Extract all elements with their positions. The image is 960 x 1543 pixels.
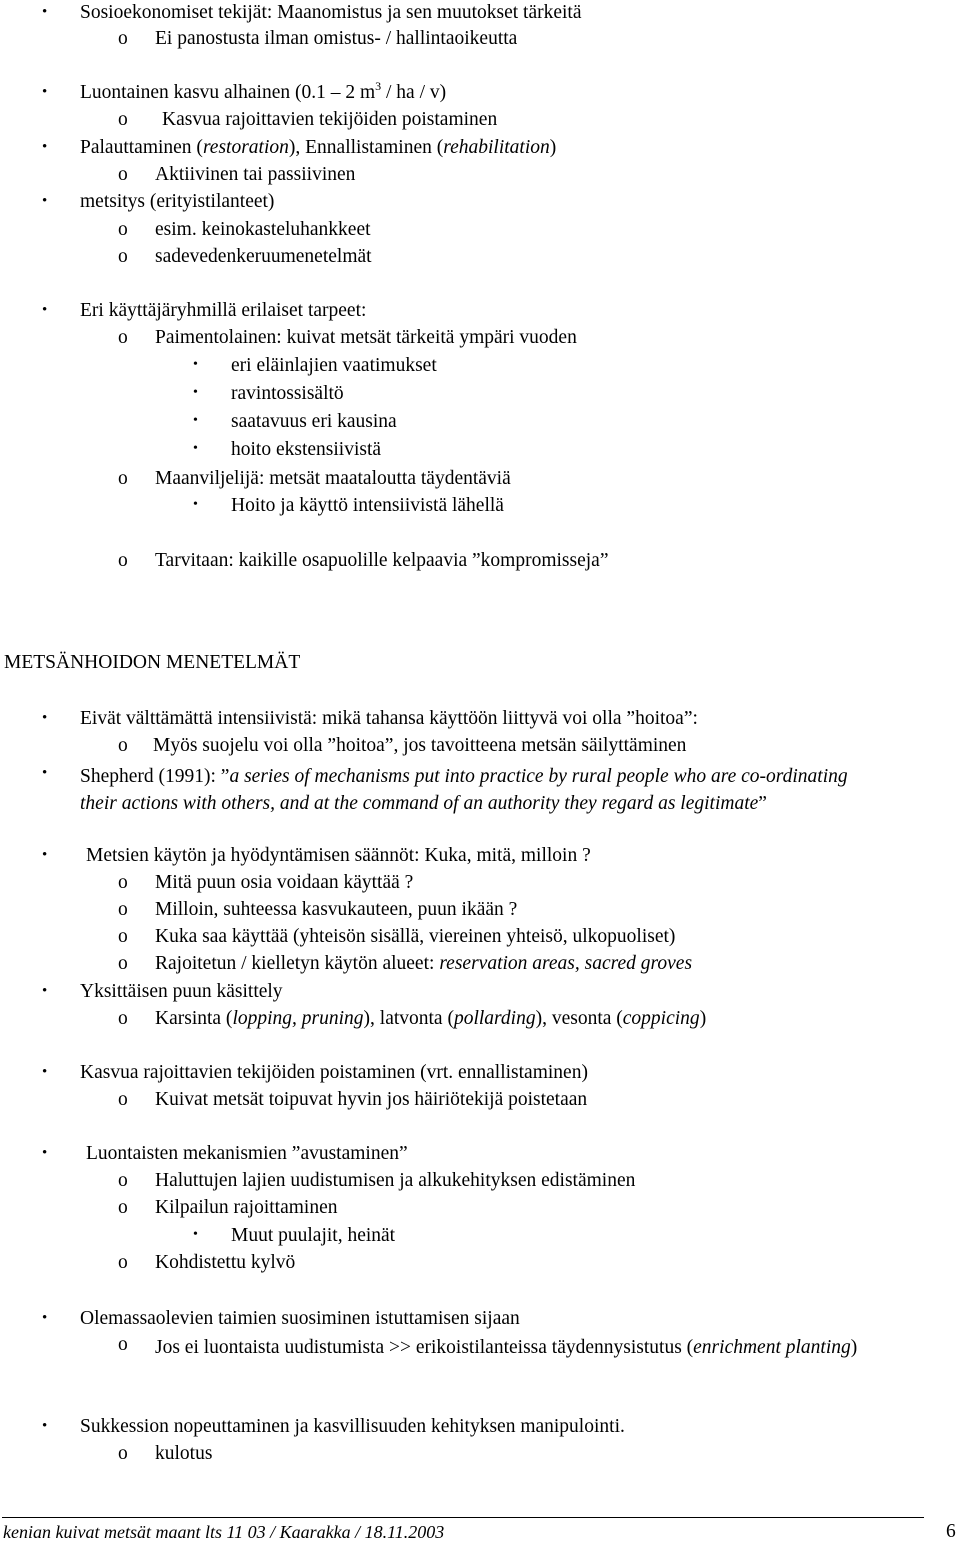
sub-marker: o [118,1334,128,1355]
sub-marker: o [118,109,128,130]
section-heading: METSÄNHOIDON MENETELMÄT [4,652,301,673]
bullet-marker: • [193,357,198,372]
list-item: Sukkession nopeuttaminen ja kasvillisuuden kehityksen manipulointi. [80,1416,625,1437]
sub-marker: o [118,468,128,489]
bullet-marker: • [42,1145,48,1161]
bullet-marker: • [42,193,48,209]
sub-marker: o [118,219,128,240]
bullet-marker: • [193,1227,198,1242]
sub-list-item: Milloin, suhteessa kasvukauteen, puun ikään ? [155,899,518,920]
list-item: Palauttaminen (restoration), Ennallistaminen (rehabilitation) [80,137,557,158]
sub-list-item: Kohdistettu kylvö [155,1252,296,1273]
list-item: Sosioekonomiset tekijät: Maanomistus ja sen muutokset tärkeitä [80,2,582,23]
bullet-marker: • [42,1064,48,1080]
sub-list-item: Kuivat metsät toipuvat hyvin jos häiriötekijä poistetaan [155,1089,588,1110]
bullet-marker: • [42,1418,48,1434]
list-item: Metsien käytön ja hyödyntämisen säännöt: Kuka, mitä, milloin ? [86,845,591,866]
sub-marker: o [118,1252,128,1273]
bullet-marker: • [193,497,198,512]
sub-list-item: Mitä puun osia voidaan käyttää ? [155,872,414,893]
sub-marker: o [118,550,128,571]
sub-list-item: Rajoitetun / kielletyn käytön alueet: reservation areas, sacred groves [155,953,693,974]
sub-sub-list-item: eri eläinlajien vaatimukset [231,355,437,376]
sub-list-item: sadevedenkeruumenetelmät [155,246,372,267]
sub-list-item: esim. keinokasteluhankkeet [155,219,371,240]
sub-marker: o [118,327,128,348]
sub-marker: o [118,735,128,756]
bullet-marker: • [193,413,198,428]
bullet-marker: • [42,139,48,155]
sub-list-item: Aktiivinen tai passiivinen [155,164,356,185]
sub-list-item: Karsinta (lopping, pruning), latvonta (pollarding), vesonta (coppicing) [155,1008,707,1029]
bullet-marker: • [193,385,198,400]
sub-list-item: Paimentolainen: kuivat metsät tärkeitä ympäri vuoden [155,327,577,348]
sub-list-item: kulotus [155,1443,213,1464]
sub-list-item: Maanviljelijä: metsät maataloutta täydentäviä [155,468,511,489]
sub-marker: o [118,1089,128,1110]
sub-list-item: Kasvua rajoittavien tekijöiden poistaminen [162,109,498,130]
sub-list-item: Myös suojelu voi olla ”hoitoa”, jos tavoitteena metsän säilyttäminen [153,735,687,756]
sub-list-item: Haluttujen lajien uudistumisen ja alkukehityksen edistäminen [155,1170,636,1191]
list-item: metsitys (erityistilanteet) [80,191,275,212]
bullet-marker: • [42,302,48,318]
sub-marker: o [118,1197,128,1218]
bullet-marker: • [42,4,48,20]
sub-marker: o [118,953,128,974]
list-item: Luontainen kasvu alhainen (0.1 – 2 $m^3$ / ha / v) [80,79,447,103]
bullet-marker: • [193,441,198,456]
quote-item: Shepherd (1991): ”a series of mechanisms put into practice by rural people who are co-ordinating their actions with others, and at the command of an authority they regard as legitimate” [80,766,848,814]
sub-marker: o [118,164,128,185]
sub-marker: o [118,28,128,49]
sub-list-item: Jos ei luontaista uudistumista >> erikoistilanteissa täydennysistutus (enrichment planting) [155,1337,858,1358]
sub-sub-list-item: Hoito ja käyttö intensiivistä lähellä [231,495,504,516]
sub-list-item: Kuka saa käyttää (yhteisön sisällä, viereinen yhteisö, ulkopuoliset) [155,926,676,947]
bullet-marker: • [42,765,48,781]
sub-marker: o [118,926,128,947]
bullet-marker: • [42,847,48,863]
sub-list-item: Ei panostusta ilman omistus- / hallintaoikeutta [155,28,518,49]
bullet-marker: • [42,84,48,100]
sub-marker: o [118,1170,128,1191]
sub-marker: o [118,246,128,267]
list-item: Eivät välttämättä intensiivistä: mikä tahansa käyttöön liittyvä voi olla ”hoitoa”: [80,708,698,729]
sub-marker: o [118,1443,128,1464]
sub-marker: o [118,1008,128,1029]
footer-text: kenian kuivat metsät maant lts 11 03 / Kaarakka / 18.11.2003 [3,1522,445,1542]
footer-rule [2,1517,924,1518]
list-item: Eri käyttäjäryhmillä erilaiset tarpeet: [80,300,367,321]
sub-sub-list-item: saatavuus eri kausina [231,411,397,432]
list-item: Yksittäisen puun käsittely [80,981,283,1002]
page-number: 6 [946,1521,956,1542]
sub-sub-list-item: hoito ekstensiivistä [231,439,382,460]
list-item: Luontaisten mekanismien ”avustaminen” [86,1143,408,1164]
sub-sub-list-item: ravintossisältö [231,383,344,404]
sub-list-item: Kilpailun rajoittaminen [155,1197,338,1218]
sub-list-item: Tarvitaan: kaikille osapuolille kelpaavia ”kompromisseja” [155,550,609,571]
list-item: Kasvua rajoittavien tekijöiden poistaminen (vrt. ennallistaminen) [80,1062,588,1083]
list-item: Olemassaolevien taimien suosiminen istuttamisen sijaan [80,1308,520,1329]
sub-marker: o [118,899,128,920]
sub-sub-list-item: Muut puulajit, heinät [231,1225,396,1246]
bullet-marker: • [42,710,48,726]
bullet-marker: • [42,983,48,999]
bullet-marker: • [42,1310,48,1326]
sub-marker: o [118,872,128,893]
